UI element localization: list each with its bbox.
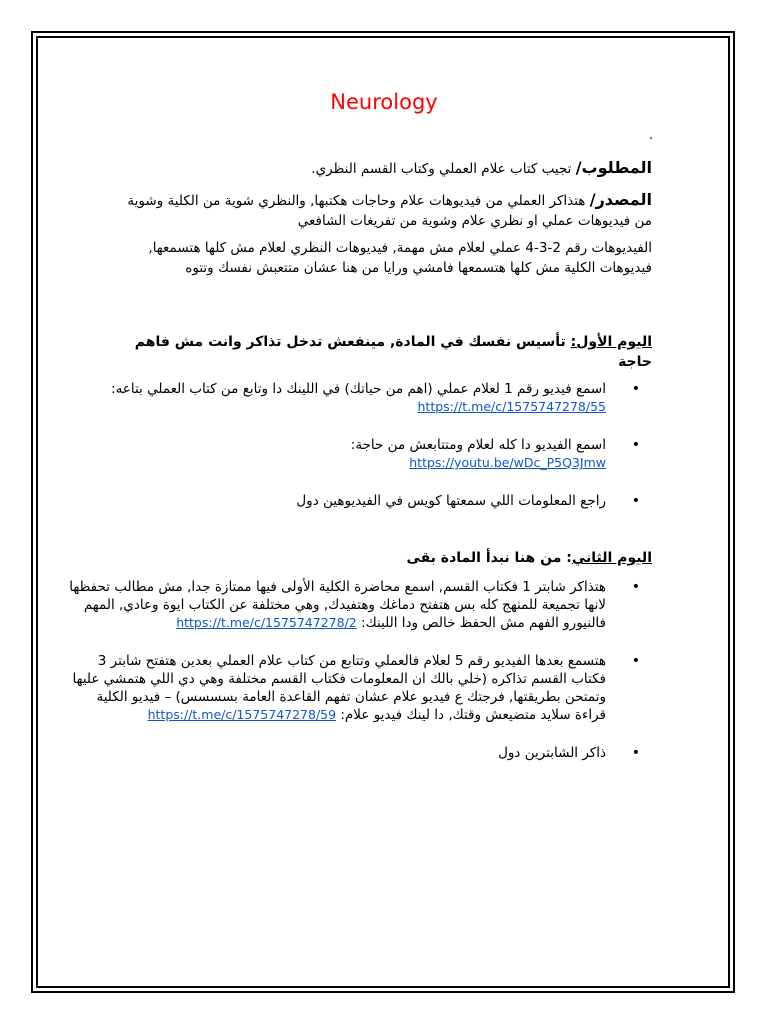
telegram-link[interactable]: https://t.me/c/1575747278/2	[176, 615, 357, 630]
list-item-text: راجع المعلومات اللي سمعتها كويس في الفيديوهين دول	[296, 493, 606, 509]
list-item	[66, 492, 606, 510]
telegram-link[interactable]: https://t.me/c/1575747278/55	[417, 399, 606, 414]
youtube-link[interactable]: https://youtu.be/wDc_P5Q3Jmw	[409, 455, 606, 470]
dot-marker: .	[649, 128, 654, 143]
source-text: هتذاكر العملي من فيديوهات علام وحاجات هكتبها, والنظري شوية من الكلية وشوية من فيديوهات عملي او نظري علام وشوية من تفريغات الشافعي	[127, 193, 652, 229]
day2-list	[66, 578, 652, 762]
required-paragraph	[122, 158, 652, 179]
list-item-text: اسمع فيديو رقم 1 لعلام عملي (اهم من حياتك) في اللينك دا وتابع من كتاب العملي بتاعه:	[111, 381, 606, 397]
list-item-text: اسمع الفيديو دا كله لعلام ومتتابعش من حاجة:	[350, 437, 606, 453]
list-item-text: ذاكر الشابترين دول	[498, 745, 606, 761]
list-item-text: هتذاكر شابتر 1 فكتاب القسم, اسمع محاضرة الكلية الأولى فيها ممتازة جدا, مش مطالب تحفظها لانها تجميعة للمنهج كله بس هتفتح دماغك وهتفيدك, وهي مختلفة عن الكتاب ايوة وعادي, المهم فالنيورو الفهم مش الحفظ خالص ودا اللينك:	[69, 579, 606, 631]
videos-note-paragraph: الفيديوهات رقم 2-3-4 عملي لعلام مش مهمة, فيديوهات النظري لعلام مش كلها هتسمعها, فيديوهات الكلية مش كلها هتسمعها فامشي ورايا من هنا عشان متتعبش نفسك وتتوه	[148, 240, 652, 276]
required-text: تجيب كتاب علام العملي وكتاب القسم النظري.	[311, 161, 576, 177]
day1-heading	[112, 332, 652, 372]
day1-text: تأسيس نفسك في المادة, مينفعش تدخل تذاكر وانت مش فاهم حاجة	[134, 334, 652, 370]
day2-heading	[112, 548, 652, 568]
required-label: المطلوب/	[575, 158, 652, 177]
list-item	[66, 380, 606, 416]
list-item	[66, 652, 606, 724]
day2-text: : من هنا نبدأ المادة بقى	[406, 550, 572, 566]
list-item	[66, 744, 606, 762]
day1-list	[66, 380, 652, 510]
telegram-link[interactable]: https://t.me/c/1575747278/59	[147, 707, 337, 722]
list-item-text: هتسمع بعدها الفيديو رقم 5 لعلام فالعملي وتتابع من كتاب علام العملي بعدين هتفتح شابتر 3 فكتاب القسم تذاكره (خلي بالك ان المعلومات فكتاب القسم مختلفة وهي دي اللي هتمشي عليها وتمتحن بطريقتها, فرجتك ع فيديو علام عشان تفهم القاعدة العامة بسسسس) – فيديو الكلية قراءة سلايد متضيعش وقتك, دا لينك فيديو علام:	[72, 653, 606, 723]
day1-label: اليوم الأول:	[570, 334, 652, 350]
source-label: المصدر/	[589, 190, 652, 209]
document-title: Neurology	[330, 90, 438, 114]
list-item	[66, 578, 606, 632]
list-item	[66, 436, 606, 472]
source-paragraph	[122, 190, 652, 231]
day2-label: اليوم الثاني	[571, 550, 652, 566]
